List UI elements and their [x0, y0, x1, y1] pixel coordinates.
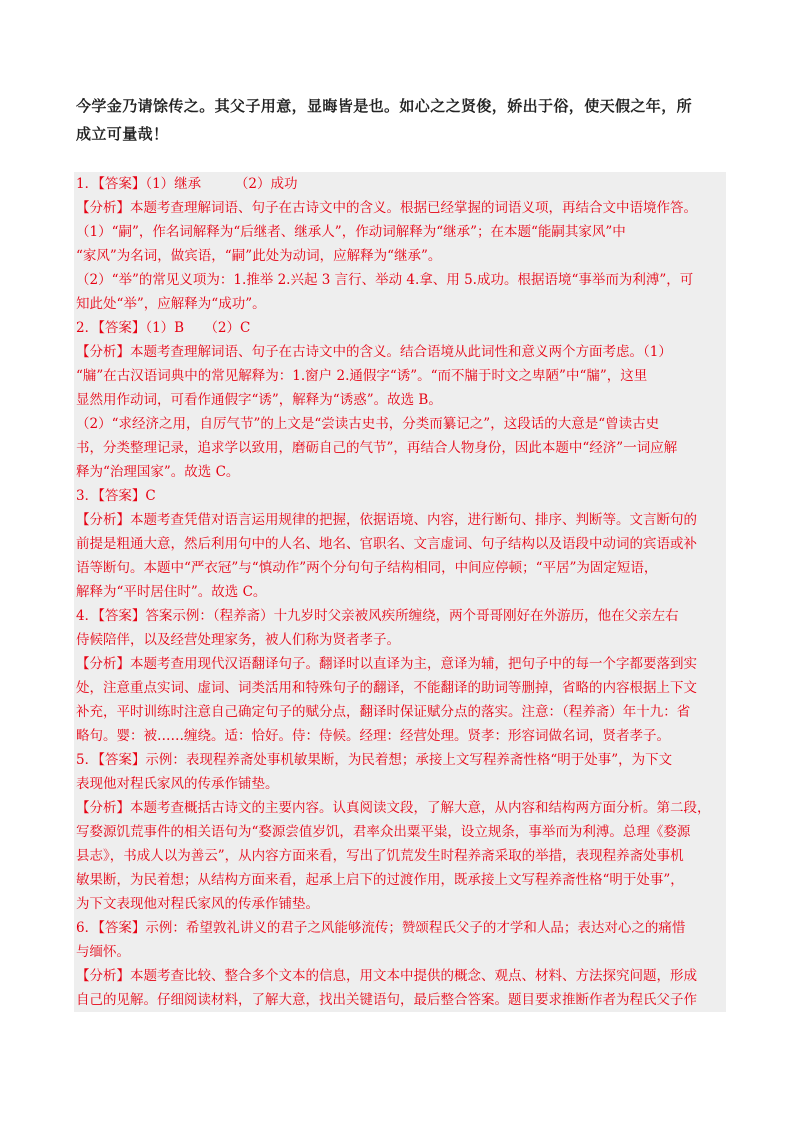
answer-line: 5．【答案】示例：表现程养斋处事机敏果断，为民着想；承接上文写程养斋性格“明于处事”，为下文 [76, 752, 673, 768]
answer-line: 1．【答案】（1）继承 （2）成功 [76, 176, 298, 192]
answer-line: 县志》，书成人以为善云”，从内容方面来看，写出了饥荒发生时程养斋采取的举措，表现程养斋处事机 [76, 848, 684, 864]
answer-line: 【分析】本题考查理解词语、句子在古诗文中的含义。结合语境从此词性和意义两个方面考虑。（1） [76, 344, 672, 360]
answer-line: 6．【答案】示例：希望敦礼讲义的君子之风能够流传；赞颂程氏父子的才学和人品；表达对心之的痛惜 [76, 920, 686, 936]
intro-paragraph [76, 92, 726, 148]
answer-line: 2．【答案】（1）B （2）C [76, 320, 251, 336]
answer-line: 4．【答案】答案示例：（程养斋）十九岁时父亲被风疾所缠绕，两个哥哥刚好在外游历，他在父亲左右 [76, 608, 679, 624]
intro-line: 今学金乃请馀传之。其父子用意，显晦皆是也。如心之之贤俊，娇出于俗，使天假之年，所 [76, 97, 693, 115]
answer-line: 【分析】本题考查用现代汉语翻译句子。翻译时以直译为主，意译为辅，把句子中的每一个字都要落到实 [76, 656, 697, 672]
answer-line: 解释为“平时居住时”。故选 C。 [76, 584, 267, 600]
answer-line: 表现他对程氏家风的传承作铺垫。 [76, 776, 279, 792]
answer-line: 与缅怀。 [76, 944, 130, 960]
answer-line: “牖”在古汉语词典中的常见解释为：1.窗户 2.通假字“诱”。“而不牖于时文之卑陋”中“牖”，这里 [76, 368, 648, 384]
answer-line: 【分析】本题考查凭借对语言运用规律的把握，依据语境、内容，进行断句、排序、判断等。文言断句的 [76, 512, 697, 528]
answer-line: 前提是粗通大意，然后利用句中的人名、地名、官职名、文言虚词、句子结构以及语段中动词的宾语或补 [76, 536, 697, 552]
answer-line: 释为“治理国家”。故选 C。 [76, 464, 240, 480]
answer-line: 敏果断，为民着想；从结构方面来看，起承上启下的过渡作用，既承接上文写程养斋性格“明于处事”， [76, 872, 684, 888]
answer-line: 【分析】本题考查比较、整合多个文本的信息，用文本中提供的概念、观点、材料、方法探究问题，形成 [76, 968, 697, 984]
answer-line: （2）“举”的常见义项为：1.推举 2.兴起 3 言行、举动 4.拿、用 5.成功。根据语境“事举而为利溥”，可 [76, 272, 694, 288]
answer-line: 略句。婴：被……缠绕。适：恰好。侍：侍候。经理：经营处理。贤孝：形容词做名词，贤者孝子。 [76, 728, 670, 744]
answer-line: 自己的见解。仔细阅读材料，了解大意，找出关键语句，最后整合答案。题目要求推断作者为程氏父子作 [76, 992, 697, 1008]
answer-line: 知此处“举”，应解释为“成功”。 [76, 296, 266, 312]
answer-line: （1）“嗣”，作名词解释为“后继者、继承人”，作动词解释为“继承”；在本题“能嗣其家风”中 [76, 224, 626, 240]
answer-key-section [74, 172, 726, 1012]
answer-line: 处，注意重点实词、虚词、词类活用和特殊句子的翻译，不能翻译的助词等删掉，省略的内容根据上下文 [76, 680, 697, 696]
answer-line: 语等断句。本题中“严衣冠”与“慎动作”两个分句句子结构相同，中间应停顿；“平居”为固定短语， [76, 560, 658, 576]
answer-line: （2）“求经济之用，自厉气节”的上文是“尝读古史书，分类而纂记之”，这段话的大意是“曾读古史 [76, 416, 660, 432]
answer-line: 3．【答案】C [76, 488, 156, 504]
answer-line: 书，分类整理记录，追求学以致用，磨砺自己的气节”，再结合人物身份，因此本题中“经济”一词应解 [76, 440, 678, 456]
answer-line: 补充，平时训练时注意自己确定句子的赋分点，翻译时保证赋分点的落实。注意：（程养斋）年十九：省 [76, 704, 691, 720]
intro-line: 成立可量哉！ [76, 125, 169, 143]
answer-line: 写婺源饥荒事件的相关语句为“婺源尝值岁饥，君率众出粟平粜，设立规条，事举而为利溥。总理《婺源 [76, 824, 691, 840]
answer-line: 侍候陪伴，以及经营处理家务，被人们称为贤者孝子。 [76, 632, 400, 648]
answer-line: 为下文表现他对程氏家风的传承作铺垫。 [76, 896, 319, 912]
answer-line: 【分析】本题考查理解词语、句子在古诗文中的含义。根据已经掌握的词语义项，再结合文中语境作答。 [76, 200, 697, 216]
answer-line: “家风”为名词，做宾语，“嗣”此处为动词，应解释为“继承”。 [76, 248, 442, 264]
answer-line: 显然用作动词，可看作通假字“诱”，解释为“诱惑”。故选 B。 [76, 392, 442, 408]
answer-line: 【分析】本题考查概括古诗文的主要内容。认真阅读文段，了解大意，从内容和结构两方面分析。第二段， [76, 800, 711, 816]
